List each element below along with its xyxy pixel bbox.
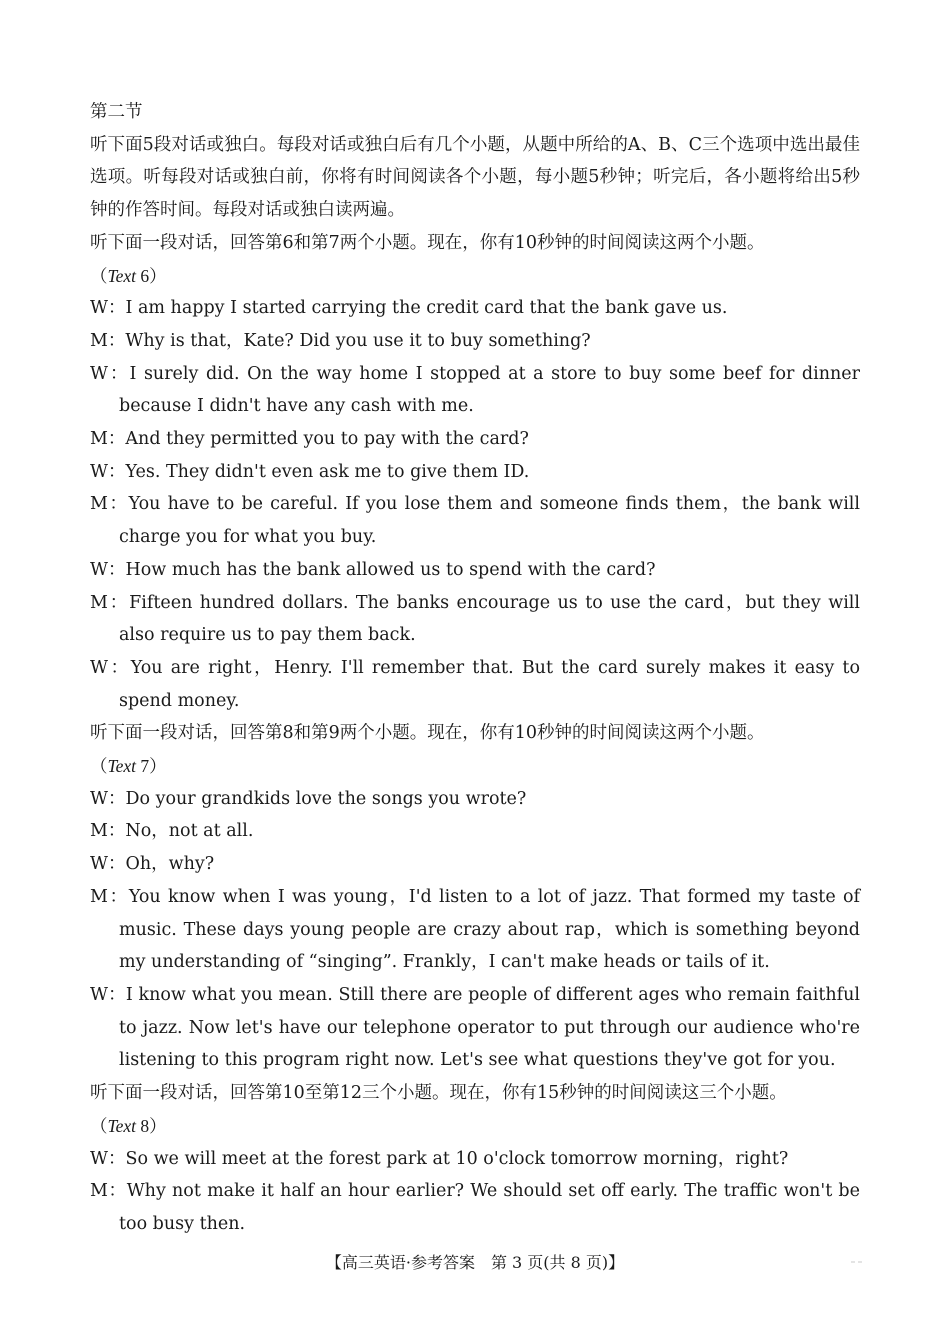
dialogue-line: W：I know what you mean. Still there are people of different ages who remain faithful to jazz. Now let's have our telephone operator to put through our audience who're listening to this program right now. Let's see what questions they've got for you. [90,984,860,1071]
dialogue-line: M：You have to be careful. If you lose them and someone finds them，the bank will charge you for what you buy. [90,494,860,548]
text-6-prompt: 听下面一段对话，回答第6和第7两个小题。现在，你有10秒钟的时间阅读这两个小题。 [90,232,765,253]
dialogue-line: W：Oh，why? [90,854,215,875]
dialogue-line: W：So we will meet at the forest park at 10 o'clock tomorrow morning，right? [90,1148,789,1169]
dialogue-line: W：You are right，Henry. I'll remember that. But the card surely makes it easy to spend money. [90,657,860,711]
dialogue-line: M：No，not at all. [90,821,254,842]
dialogue-line: W：Yes. They didn't even ask me to give them ID. [90,461,530,482]
text-7-label: （Text 7） [90,756,167,777]
dialogue-line: W：I surely did. On the way home I stopped at a store to buy some beef for dinner because I didn't have any cash with me. [90,363,860,417]
text-8-prompt: 听下面一段对话，回答第10至第12三个小题。现在，你有15秒钟的时间阅读这三个小题。 [90,1083,787,1104]
section-instructions: 听下面5段对话或独白。每段对话或独白后有几个小题，从题中所给的A、B、C三个选项中选出最佳选项。听每段对话或独白前，你将有时间阅读各个小题，每小题5秒钟；听完后，各小题将给出5秒钟的作答时间。每段对话或独白读两遍。 [90,134,860,221]
listening-section [90,96,860,1241]
section-title: 第二节 [90,102,143,122]
dialogue-line: M：Why not make it half an hour earlier? We should set off early. The traffic won't be too busy then. [90,1181,860,1234]
dialogue-line: W：How much has the bank allowed us to spend with the card? [90,559,656,580]
corner-mark-icon [851,1258,863,1264]
text-8-label: （Text 8） [90,1115,167,1136]
dialogue-line: M：And they permitted you to pay with the card? [90,429,529,450]
text-7-prompt: 听下面一段对话，回答第8和第9两个小题。现在，你有10秒钟的时间阅读这两个小题。 [90,723,765,744]
text-6-label: （Text 6） [90,265,167,286]
dialogue-line: M：Fifteen hundred dollars. The banks encourage us to use the card，but they will also require us to pay them back. [90,592,860,646]
dialogue-line: W：Do your grandkids love the songs you wrote? [90,788,527,809]
page-footer: 【高三英语·参考答案 第 3 页(共 8 页)】 [325,1253,625,1272]
dialogue-line: M：Why is that，Kate? Did you use it to buy something? [90,330,591,351]
dialogue-line: M：You know when I was young，I'd listen to a lot of jazz. That formed my taste of music. These days young people are crazy about rap，which is something beyond my understanding of “singing”. Frankly，I can't make heads or tails of it. [90,886,860,973]
dialogue-line: W：I am happy I started carrying the credit card that the bank gave us. [90,298,728,319]
